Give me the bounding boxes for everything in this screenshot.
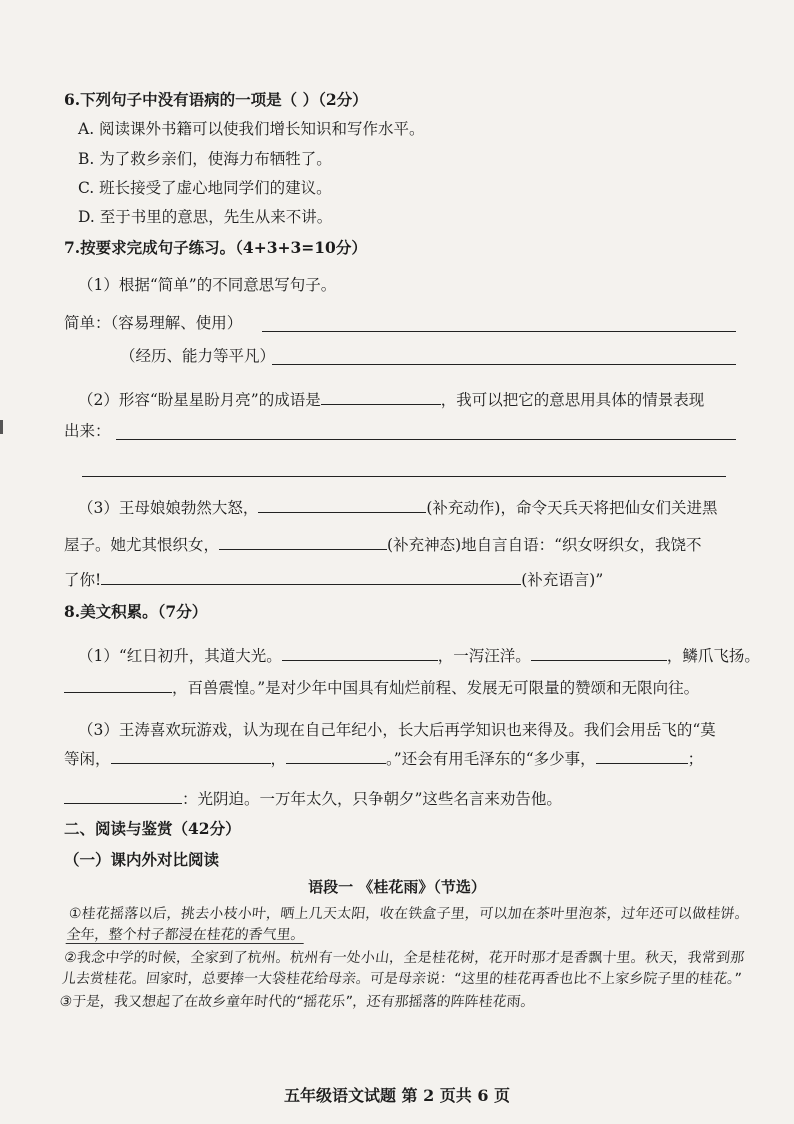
q8-blank-7[interactable] <box>64 786 182 804</box>
q8-part3-text-e: ； <box>687 750 704 768</box>
q6-option-d: D. 至于书里的意思，先生从来不讲。 <box>78 208 333 226</box>
q7-part2 <box>78 387 738 411</box>
section2-title: 二、阅读与鉴赏（42分） <box>64 819 241 838</box>
q8-part3-text-a: （3）王涛喜欢玩游戏，认为现在自己年纪小，长大后再学知识也来得及。我们会用岳飞的“莫 <box>78 721 716 739</box>
q7-jingli-label: （经历、能力等平凡） <box>120 347 276 365</box>
q7-scene-blank-2[interactable] <box>82 476 726 477</box>
q7-part3-line2 <box>64 532 738 556</box>
q7-part3-text-b: (补充动作)，命令天兵天将把仙女们关进黑 <box>426 499 718 517</box>
q7-part3-text-e: 了你! <box>64 571 102 589</box>
q7-part3-text-d: (补充神态)地自言自语：“织女呀织女，我饶不 <box>387 536 702 554</box>
q7-jiandan-label: 简单：（容易理解、使用） <box>64 314 243 332</box>
q7-part2-text-b: ，我可以把它的意思用具体的情景表现 <box>440 391 705 409</box>
q8-blank-3[interactable] <box>64 675 172 693</box>
passage-body <box>58 904 750 1015</box>
q8-blank-6[interactable] <box>596 746 688 764</box>
q7-part3-line1 <box>78 495 738 519</box>
q8-blank-2[interactable] <box>531 643 667 661</box>
q8-part1-text-b: ，一泻汪洋。 <box>437 647 531 665</box>
q8-part1-line1 <box>78 643 760 667</box>
q6-option-b: B. 为了救乡亲们，使海力布牺牲了。 <box>78 150 332 168</box>
q8-part3-text-d: 。”还会有用毛泽东的“多少事， <box>386 750 596 768</box>
q7-title: 7.按要求完成句子练习。（4+3+3=10分） <box>64 238 367 257</box>
q8-blank-4[interactable] <box>111 746 271 764</box>
section2-subtitle: （一）课内外对比阅读 <box>64 850 220 869</box>
passage-title: 语段一 《桂花雨》（节选） <box>308 878 486 896</box>
q7-idiom-blank[interactable] <box>321 387 441 405</box>
q7-part2-text-c: 出来： <box>64 422 111 440</box>
q7-action-blank[interactable] <box>258 495 426 513</box>
page-footer: 五年级语文试题 第 2 页共 6 页 <box>283 1086 511 1105</box>
q7-part3-text-f: (补充语言)” <box>521 571 604 589</box>
q7-part3-text-a: （3）王母娘娘勃然大怒， <box>78 499 259 517</box>
q8-part1-text-c: ，鳞爪飞扬。 <box>666 647 760 665</box>
q7-jiandan-blank[interactable] <box>262 331 736 332</box>
q6-option-c: C. 班长接受了虚心地同学们的建议。 <box>78 179 332 197</box>
q7-part1: （1）根据“简单”的不同意思写句子。 <box>78 276 337 294</box>
q7-part2-text-a: （2）形容“盼星星盼月亮”的成语是 <box>78 391 321 409</box>
q8-part1-line2 <box>64 675 738 699</box>
scan-edge-mark <box>0 420 3 434</box>
q8-part1-text-d: ，百兽震惶。”是对少年中国具有灿烂前程、发展无可限量的赞颂和无限向往。 <box>172 679 700 697</box>
q8-part3-line3 <box>64 786 738 810</box>
q7-jingli-blank[interactable] <box>272 364 736 365</box>
q8-part3-text-b: 等闲， <box>64 750 111 768</box>
q8-part3-text-c: ， <box>270 750 287 768</box>
passage-para-1 <box>65 904 749 946</box>
q8-blank-1[interactable] <box>282 643 438 661</box>
q7-speech-blank[interactable] <box>101 567 521 585</box>
passage-para-3: ③于是，我又想起了在故乡童年时代的“摇花乐”，还有那摇落的阵阵桂花雨。 <box>58 994 536 1010</box>
q8-part1-text-a: （1）“红日初升，其道大光。 <box>78 647 282 665</box>
passage-para-1-text: ①桂花摇落以后，挑去小枝小叶，晒上几天太阳，收在铁盒子里，可以加在茶叶里泡茶，过年还可以做桂饼。 <box>67 906 750 922</box>
q6-option-a: A. 阅读课外书籍可以使我们增长知识和写作水平。 <box>78 120 425 138</box>
q8-title: 8.美文积累。（7分） <box>64 602 208 621</box>
passage-para-2: ②我念中学的时候，全家到了杭州。杭州有一处小山，全是桂花树，花开时那才是香飘十里。秋天，我常到那儿去赏桂花。回家时，总要捧一大袋桂花给母亲。可是母亲说：“这里的桂花再香也比不上家乡院子里的桂花。” <box>61 950 745 987</box>
q8-part3-line2 <box>64 746 738 770</box>
q7-expression-blank[interactable] <box>219 532 387 550</box>
q8-part3-text-f: ：光阴迫。一万年太久，只争朝夕”这些名言来劝告他。 <box>182 790 562 808</box>
q7-part3-line3 <box>64 567 738 591</box>
q7-part3-text-c: 屋子。她尤其恨织女， <box>64 536 220 554</box>
passage-para-1-underlined: 全年，整个村子都浸在桂花的香气里。 <box>65 927 306 943</box>
q7-scene-blank-1[interactable] <box>116 439 736 440</box>
q8-blank-5[interactable] <box>286 746 386 764</box>
q6-title: 6.下列句子中没有语病的一项是（ ）（2分） <box>64 90 368 109</box>
